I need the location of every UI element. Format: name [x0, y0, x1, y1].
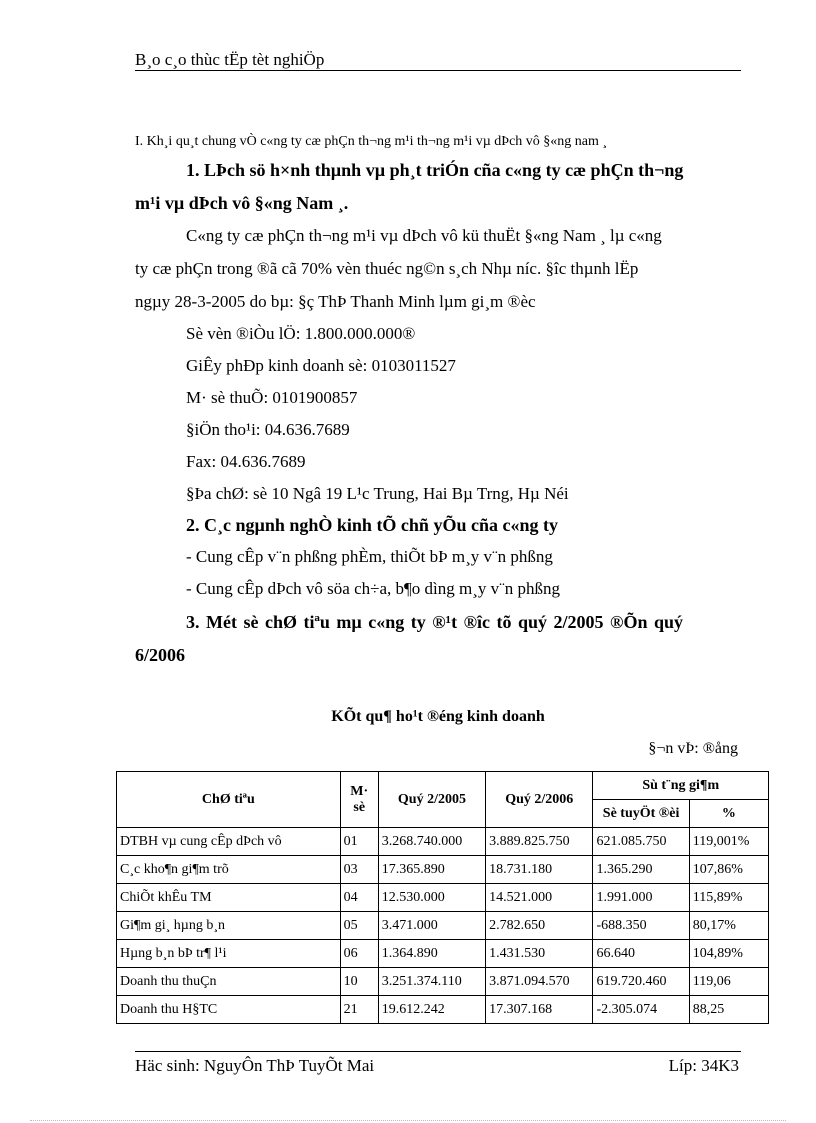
header-change-group: Sù t¨ng gi¶m: [593, 772, 769, 800]
subheading-1-line1: 1. LÞch sö h×nh thµnh vµ ph¸t triÓn cña c«ng ty cæ phÇn th¬ng: [186, 160, 684, 180]
footer-rule: [135, 1051, 741, 1052]
page-header-title: B¸o c¸o thùc tËp tèt nghiÖp: [135, 50, 325, 69]
subheading-3-line2: 6/2006: [135, 645, 186, 665]
table-unit: §¬n vÞ: ®ång: [648, 740, 738, 757]
bullet-1: - Cung cÊp v¨n phßng phÈm, thiÕt bÞ m¸y v¨n phßng: [186, 547, 553, 566]
cell-q2-2005: 12.530.000: [378, 884, 485, 912]
cell-absolute: 621.085.750: [593, 828, 689, 856]
header-rule: [135, 70, 741, 71]
cell-indicator: C¸c kho¶n gi¶m trõ: [117, 856, 341, 884]
cell-code: 01: [340, 828, 378, 856]
cell-indicator: Gi¶m gi¸ hµng b¸n: [117, 912, 341, 940]
cell-absolute: 1.365.290: [593, 856, 689, 884]
subheading-2: 2. C¸c ngµnh nghÒ kinh tÕ chñ yÕu cña c«ng ty: [186, 515, 558, 535]
cell-absolute: 66.640: [593, 940, 689, 968]
cell-q2-2006: 1.431.530: [486, 940, 593, 968]
info-address: §Þa chØ: sè 10 Ngâ 19 L¹c Trung, Hai Bµ Trng, Hµ Néi: [186, 484, 569, 503]
cell-q2-2005: 17.365.890: [378, 856, 485, 884]
bullet-2: - Cung cÊp dÞch vô söa ch÷a, b¶o dìng m¸y v¨n phßng: [186, 579, 560, 598]
header-code: [340, 772, 378, 828]
info-fax: Fax: 04.636.7689: [186, 452, 306, 471]
cell-q2-2006: 2.782.650: [486, 912, 593, 940]
cell-q2-2005: 3.268.740.000: [378, 828, 485, 856]
cell-q2-2006: 17.307.168: [486, 996, 593, 1024]
cell-absolute: -2.305.074: [593, 996, 689, 1024]
cell-q2-2005: 1.364.890: [378, 940, 485, 968]
paragraph-line-3: ngµy 28-3-2005 do bµ: §ç ThÞ Thanh Minh lµm gi¸m ®èc: [135, 292, 536, 311]
results-table: [116, 771, 769, 1024]
cell-q2-2006: 3.871.094.570: [486, 968, 593, 996]
header-code-line1: M·: [350, 783, 369, 799]
info-license: GiÊy phÐp kinh doanh sè: 0103011527: [186, 356, 456, 375]
paragraph-line-2: ty cæ phÇn trong ®ã cã 70% vèn thuéc ng©n s¸ch Nhµ níc. §îc thµnh lËp: [135, 259, 639, 278]
info-phone: §iÖn tho¹i: 04.636.7689: [186, 420, 350, 439]
page-bottom-dots: [30, 1120, 786, 1121]
cell-percent: 88,25: [689, 996, 768, 1024]
table-row: [117, 912, 769, 940]
cell-percent: 104,89%: [689, 940, 768, 968]
table-row: [117, 940, 769, 968]
cell-indicator: Doanh thu thuÇn: [117, 968, 341, 996]
cell-q2-2005: 3.251.374.110: [378, 968, 485, 996]
cell-absolute: -688.350: [593, 912, 689, 940]
cell-percent: 115,89%: [689, 884, 768, 912]
cell-code: 05: [340, 912, 378, 940]
cell-indicator: Doanh thu H§TC: [117, 996, 341, 1024]
cell-q2-2006: 3.889.825.750: [486, 828, 593, 856]
cell-indicator: DTBH vµ cung cÊp dÞch vô: [117, 828, 341, 856]
header-q2-2005: Quý 2/2005: [378, 772, 485, 828]
table-header-row: [117, 772, 769, 800]
cell-percent: 107,86%: [689, 856, 768, 884]
cell-absolute: 1.991.000: [593, 884, 689, 912]
header-absolute: Sè tuyÖt ®èi: [593, 800, 689, 828]
cell-absolute: 619.720.460: [593, 968, 689, 996]
table-row: [117, 884, 769, 912]
cell-q2-2005: 19.612.242: [378, 996, 485, 1024]
table-row: [117, 856, 769, 884]
cell-percent: 119,06: [689, 968, 768, 996]
header-q2-2006: Quý 2/2006: [486, 772, 593, 828]
cell-code: 06: [340, 940, 378, 968]
subheading-1-line2: m¹i vµ dÞch vô §«ng Nam ¸.: [135, 193, 349, 213]
cell-percent: 119,001%: [689, 828, 768, 856]
cell-indicator: ChiÕt khÊu TM: [117, 884, 341, 912]
cell-code: 21: [340, 996, 378, 1024]
cell-percent: 80,17%: [689, 912, 768, 940]
cell-indicator: Hµng b¸n bÞ tr¶ l¹i: [117, 940, 341, 968]
table-row: [117, 828, 769, 856]
header-indicator: ChØ tiªu: [117, 772, 341, 828]
cell-q2-2006: 18.731.180: [486, 856, 593, 884]
subheading-3-line1: 3. Mét sè chØ tiªu mµ c«ng ty ®¹t ®îc tõ quý 2/2005 ®Õn quý: [186, 612, 684, 632]
table-row: [117, 996, 769, 1024]
info-tax-code: M· sè thuÕ: 0101900857: [186, 388, 358, 407]
paragraph-line-1: C«ng ty cæ phÇn th¬ng m¹i vµ dÞch vô kü thuËt §«ng Nam ¸ lµ c«ng: [186, 226, 662, 245]
cell-q2-2005: 3.471.000: [378, 912, 485, 940]
footer-student: Häc sinh: NguyÔn ThÞ TuyÕt Mai: [135, 1056, 375, 1075]
section-heading: I. Kh¸i qu¸t chung vÒ c«ng ty cæ phÇn th¬ng m¹i th¬ng m¹i vµ dÞch vô §«ng nam ¸: [135, 134, 608, 149]
cell-q2-2006: 14.521.000: [486, 884, 593, 912]
header-code-line2: sè: [353, 799, 366, 815]
cell-code: 10: [340, 968, 378, 996]
cell-code: 03: [340, 856, 378, 884]
header-percent: %: [689, 800, 768, 828]
table-row: [117, 968, 769, 996]
info-capital: Sè vèn ®iÒu lÖ: 1.800.000.000®: [186, 324, 416, 343]
footer-class: Líp: 34K3: [668, 1056, 739, 1075]
table-title: KÕt qu¶ ho¹t ®éng kinh doanh: [331, 708, 545, 725]
cell-code: 04: [340, 884, 378, 912]
